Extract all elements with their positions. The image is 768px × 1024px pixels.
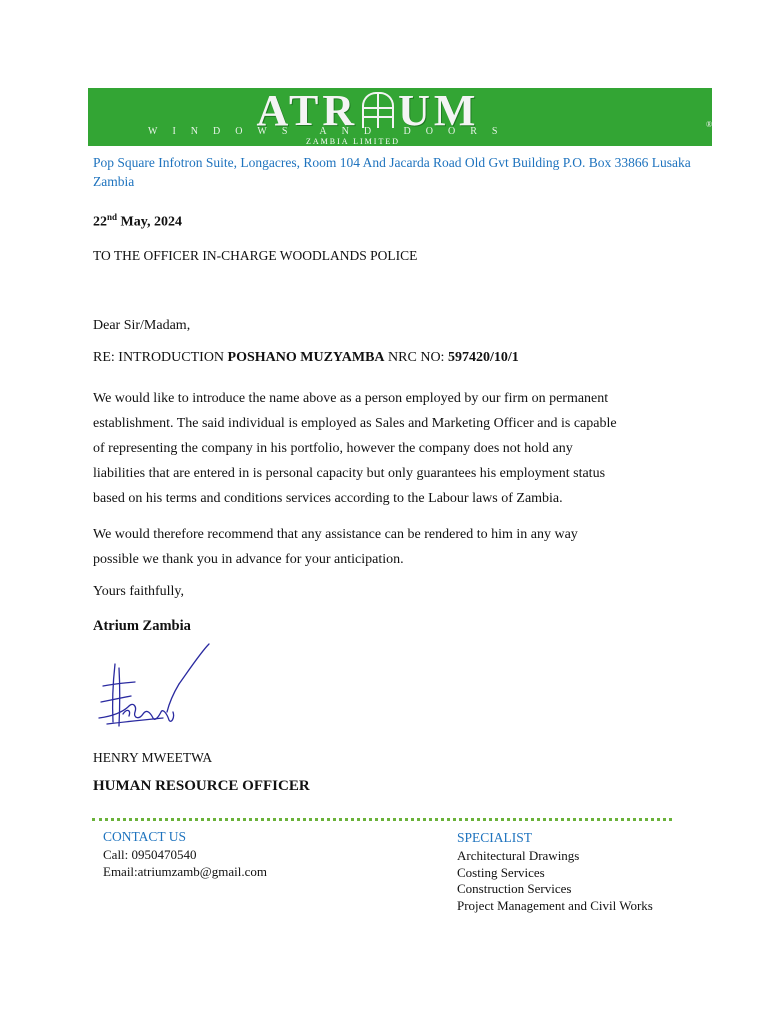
paragraph-line: We would therefore recommend that any assistance can be rendered to him in any way (93, 527, 578, 542)
subject-prefix: RE: INTRODUCTION (93, 350, 228, 365)
recipient-line: TO THE OFFICER IN-CHARGE WOODLANDS POLICE (93, 248, 418, 263)
date-day: 22 (93, 214, 107, 230)
signer-title: HUMAN RESOURCE OFFICER (93, 778, 310, 794)
paragraph-line: liabilities that are entered in is personal capacity but only guarantees his employment status (93, 466, 606, 481)
door-icon (362, 92, 394, 128)
closing: Yours faithfully, (93, 584, 185, 599)
paragraph-recommendation (93, 522, 683, 572)
paragraph-line: establishment. The said individual is employed as Sales and Marketing Officer and is capable (93, 416, 617, 431)
date-suffix: nd (107, 212, 118, 222)
footer-divider (92, 818, 672, 821)
specialist-item: Project Management and Civil Works (457, 897, 653, 913)
paragraph-line: based on his terms and conditions services according to the Labour laws of Zambia. (93, 491, 563, 506)
signing-company: Atrium Zambia (93, 618, 191, 634)
signature-image (93, 642, 215, 734)
subject-line (93, 350, 519, 366)
registered-mark: ® (706, 120, 713, 129)
contact-heading: CONTACT US (103, 829, 187, 844)
paragraph-line: We would like to introduce the name above as a person employed by our firm on permanent (93, 391, 609, 406)
letter-date (93, 212, 182, 231)
contact-email: Email:atriumzamb@gmail.com (103, 863, 267, 879)
employee-name: POSHANO MUZYAMBA (227, 350, 385, 365)
contact-phone: Call: 0950470540 (103, 847, 197, 862)
logo-text-left: ATR (256, 85, 359, 135)
date-month-year: May, 2024 (117, 214, 182, 230)
logo-text-right: UM (398, 85, 480, 135)
paragraph-line: possible we thank you in advance for your anticipation. (93, 552, 404, 567)
paragraph-introduction (93, 386, 683, 511)
contact-details (103, 847, 267, 880)
specialist-item: Costing Services (457, 864, 545, 880)
nrc-label: NRC NO: (384, 350, 448, 365)
paragraph-line: of representing the company in his portfolio, however the company does not hold any (93, 441, 573, 456)
logo-tagline: WINDOWS AND DOORS (148, 126, 513, 137)
specialist-item: Architectural Drawings (457, 848, 580, 863)
specialist-heading: SPECIALIST (457, 830, 533, 845)
letterhead-banner (88, 85, 713, 146)
specialist-list (457, 848, 653, 914)
company-address: Pop Square Infotron Suite, Longacres, Room 104 And Jacarda Road Old Gvt Building P.O. Box 33866 Lusaka Zambia (93, 155, 691, 189)
signer-name: HENRY MWEETWA (93, 750, 213, 765)
salutation: Dear Sir/Madam, (93, 318, 191, 333)
logo-subbrand: ZAMBIA LIMITED (306, 137, 400, 146)
nrc-number: 597420/10/1 (447, 350, 519, 365)
specialist-item: Construction Services (457, 881, 572, 896)
